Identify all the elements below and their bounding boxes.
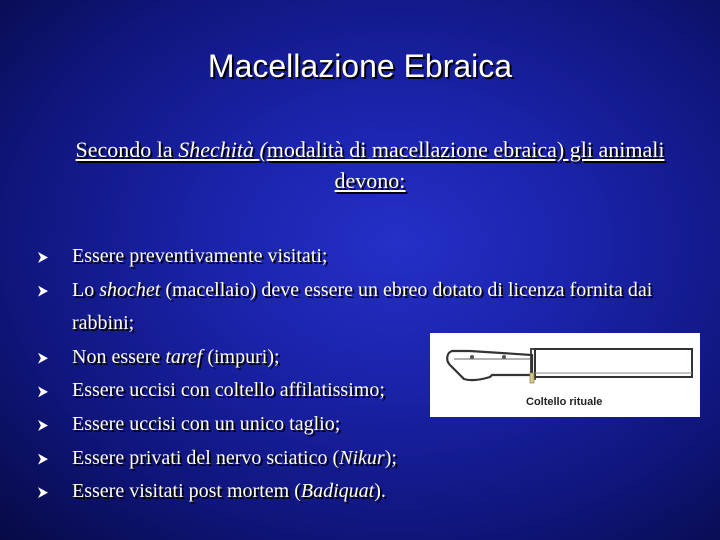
bullet-arrow-icon [38,386,48,397]
bullet-text-italic: Nikur [339,446,385,469]
bullet-item [38,274,698,341]
bullet-text: ); [384,446,397,469]
bullet-arrow-icon [38,353,48,364]
bullet-text: Essere uccisi con coltello affilatissimo; [72,379,385,402]
knife-image [430,333,700,417]
bullet-text: (impuri); [202,345,280,368]
slide-title: Macellazione Ebraica [207,48,513,84]
subtitle-text-2: modalità di macellazione ebraica) gli animali devono: [266,137,665,193]
subtitle-text-italic: Shechità ( [178,137,267,162]
bullet-text: (macellaio) deve essere un ebreo dotato di licenza fornita dai rabbini; [72,278,653,335]
slide-subtitle [40,134,700,196]
bullet-arrow-icon [38,286,48,297]
bullet-item [38,442,698,476]
bullet-text: Lo [72,278,100,301]
bullet-text: Essere uccisi con un unico taglio; [72,412,341,435]
subtitle-text-1: Secondo la [75,137,179,162]
bullet-text: Essere preventivamente visitati; [72,245,328,267]
bullet-arrow-icon [38,420,48,431]
bullet-text: Non essere [72,345,166,368]
bullet-arrow-icon [38,454,48,465]
bullet-text: Essere visitati post mortem ( [72,480,301,503]
bullet-text: Essere privati del nervo sciatico ( [72,446,340,469]
bullet-arrow-icon [38,487,48,498]
bullet-text: ). [374,480,386,503]
bullet-text-italic: Badiquat [300,480,375,503]
bullet-text-italic: shochet [99,278,161,301]
bullet-text-italic: taref [165,345,203,368]
bullet-arrow-icon [38,252,48,263]
bullet-item [38,240,698,274]
knife-caption: Coltello rituale [526,396,603,408]
bullet-item [38,475,698,509]
